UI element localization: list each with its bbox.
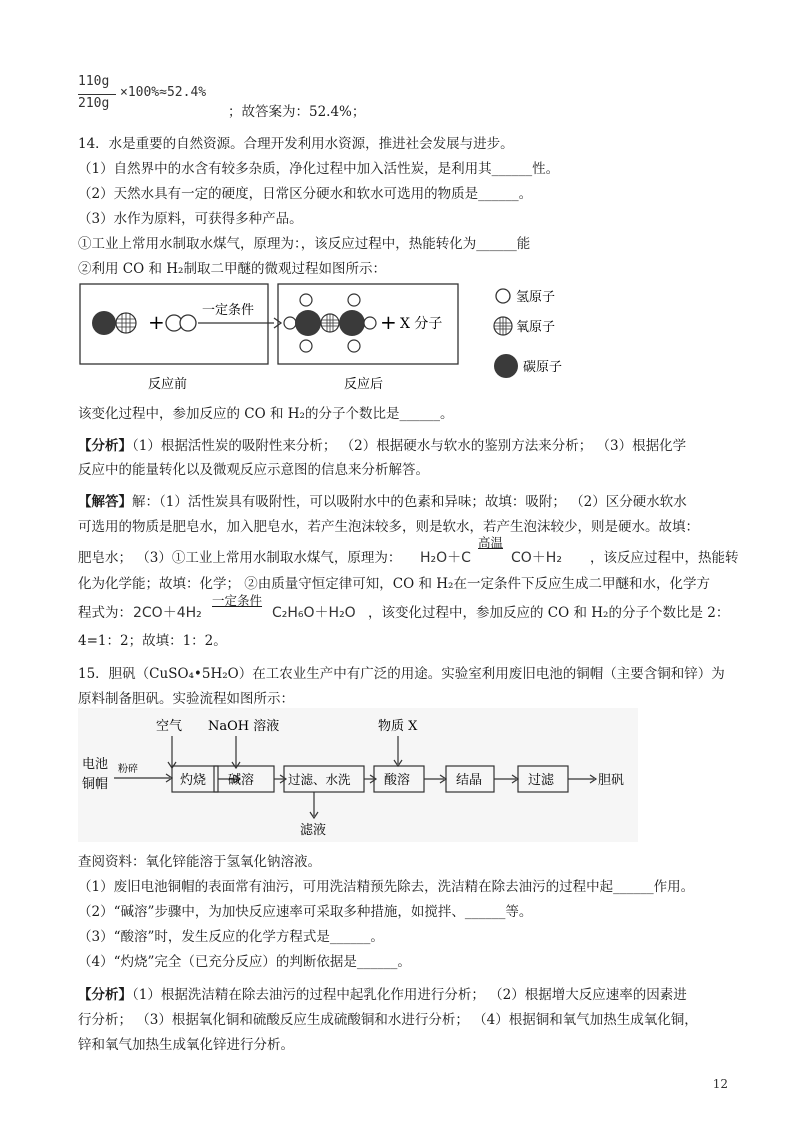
legend-hydrogen-icon (496, 289, 510, 303)
q14-solution-line5a: 程式为： (78, 605, 132, 621)
eq1-condition: 高温 (478, 535, 504, 550)
fraction-bar (78, 94, 116, 95)
q14-stem: 14．水是重要的自然资源。合理开发利用水资源，推进社会发展与进步。 (78, 136, 514, 152)
legend-oxygen-label: 氧原子 (516, 320, 556, 335)
q15-reference: 查阅资料：氧化锌能溶于氢氧化钠溶液。 (78, 854, 321, 870)
q14-solution-line3a: 肥皂水； （3）①工业上常用水制取水煤气，原理为： (78, 550, 402, 566)
q15-analysis-line3: 锌和氧气加热生成氧化锌进行分析。 (78, 1037, 294, 1053)
input-air: 空气 (156, 719, 183, 734)
source-label-1: 电池 (82, 757, 109, 772)
carbon-atom (92, 311, 116, 335)
eq1-left: H₂O＋C (420, 550, 471, 566)
legend-hydrogen-label: 氢原子 (516, 290, 556, 305)
q15-part2: （2）“碱溶”步骤中，为加快反应速率可采取多种措施，如搅拌、______等。 (78, 904, 533, 920)
step-alkali-label: 碱溶 (228, 773, 255, 788)
q14-part2: （2）天然水具有一定的硬度，日常区分硬水和软水可选用的物质是______。 (78, 186, 533, 202)
fraction-expression (78, 74, 228, 118)
step-acid-label: 酸溶 (384, 773, 411, 788)
oxygen-atom (116, 313, 136, 333)
reaction-condition: 一定条件 (202, 303, 255, 318)
analysis-text: （1）根据活性炭的吸附性来分析； （2）根据硬水与软水的鉴别方法来分析； （3）根据化学 (132, 438, 687, 454)
q14-solution-line6: 4=1：2；故填：1：2。 (78, 633, 227, 649)
q14-analysis-line2: 反应中的能量转化以及微观反应示意图的信息来分析解答。 (78, 462, 429, 478)
dimethyl-ether-molecule (284, 294, 376, 352)
plus-sign-1: + (148, 310, 165, 334)
source-label-2: 铜帽 (82, 777, 109, 792)
q14-solution-line1 (78, 492, 687, 512)
analysis-tag: 【分析】 (78, 438, 132, 454)
q15-analysis-line2: 行分析； （3）根据氧化铜和硫酸反应生成硫酸铜和水进行分析； （4）根据铜和氧气加热生成氧化铜， (78, 1012, 698, 1028)
hydrogen-atom (180, 315, 196, 331)
plus-sign-2: + (380, 310, 397, 334)
input-substance-x: 物质 X (378, 719, 418, 734)
legend-carbon-icon (494, 354, 518, 378)
step-filter-wash-label: 过滤、水洗 (288, 772, 351, 787)
eq2-condition: 一定条件 (212, 593, 263, 608)
solution-tag: 【解答】 (78, 494, 132, 510)
q14-analysis-line1 (78, 436, 686, 456)
q14-solution-line2: 可选用的物质是肥皂水，加入肥皂水，若产生泡沫较多，则是软水，若产生泡沫较少，则是硬水。故填： (78, 519, 699, 535)
q14-ratio-question: 该变化过程中，参加反应的 CO 和 H₂的分子个数比是______。 (78, 406, 454, 422)
eq2-right: C₂H₆O＋H₂O (272, 605, 356, 621)
q15-part3: （3）“酸溶”时，发生反应的化学方程式是______。 (78, 929, 384, 945)
q15-stem-line1: 15．胆矾（CuSO₄•5H₂O）在工农业生产中有广泛的用途。实验室利用废旧电池的铜帽（主要含铜和锌）为 (78, 666, 725, 682)
analysis-text: （1）根据洗洁精在除去油污的过程中起乳化作用进行分析； （2）根据增大反应速率的因素进 (132, 987, 687, 1003)
legend-oxygen-icon (494, 317, 512, 335)
q14-solution-line3b: ，该反应过程中，热能转 (590, 550, 739, 566)
step-crystallize-label: 结晶 (456, 773, 483, 788)
fraction-percent: ×100%≈52.4% (120, 85, 207, 100)
analysis-tag: 【分析】 (78, 987, 132, 1003)
q15-stem-line2: 原料制备胆矾。实验流程如图所示： (78, 691, 294, 707)
x-molecule-label: X 分子 (400, 316, 443, 332)
q15-analysis-line1 (78, 985, 687, 1005)
molecular-reaction-diagram (78, 278, 598, 398)
q14-solution-line4: 化为化学能；故填：化学； ②由质量守恒定律可知，CO 和 H₂在一定条件下反应生成二甲醚和水，化学方 (78, 576, 710, 592)
q15-part1: （1）废旧电池铜帽的表面常有油污，可用洗洁精预先除去，洗洁精在除去油污的过程中起______作用。 (78, 879, 695, 895)
input-naoh: NaOH 溶液 (208, 719, 280, 734)
solution-text: 解：（1）活性炭具有吸附性，可以吸附水中的色素和异味；故填：吸附； （2）区分硬水软水 (132, 494, 687, 510)
q14-part3-sub1: ①工业上常用水制取水煤气，原理为：，该反应过程中，热能转化为______能 (78, 236, 531, 252)
step-roast-label: 灼烧 (180, 773, 207, 788)
before-label: 反应前 (148, 377, 188, 392)
crush-label: 粉碎 (118, 764, 138, 775)
eq1-right: CO＋H₂ (511, 550, 562, 566)
fraction-denominator: 210g (78, 96, 110, 111)
q14-part3-sub2: ②利用 CO 和 H₂制取二甲醚的微观过程如图所示： (78, 261, 386, 277)
q15-part4: （4）“灼烧”完全（已充分反应）的判断依据是______。 (78, 954, 411, 970)
output-filtrate: 滤液 (300, 823, 327, 838)
product-label: 胆矾 (598, 773, 625, 788)
legend-carbon-label: 碳原子 (523, 360, 563, 375)
q14-part3: （3）水作为原料，可获得多种产品。 (78, 211, 303, 227)
fraction-numerator: 110g (78, 74, 110, 89)
process-flow-diagram (78, 708, 638, 842)
step-filter-label: 过滤 (528, 773, 555, 788)
eq2-left: 2CO＋4H₂ (133, 605, 202, 621)
answer-tail: ；故答案为：52.4%； (228, 104, 366, 120)
after-label: 反应后 (344, 377, 384, 392)
q14-solution-line5b: ，该变化过程中，参加反应的 CO 和 H₂的分子个数比是 2： (368, 605, 730, 621)
page-number: 12 (712, 1077, 728, 1091)
q14-part1: （1）自然界中的水含有较多杂质，净化过程中加入活性炭，是利用其______性。 (78, 161, 560, 177)
